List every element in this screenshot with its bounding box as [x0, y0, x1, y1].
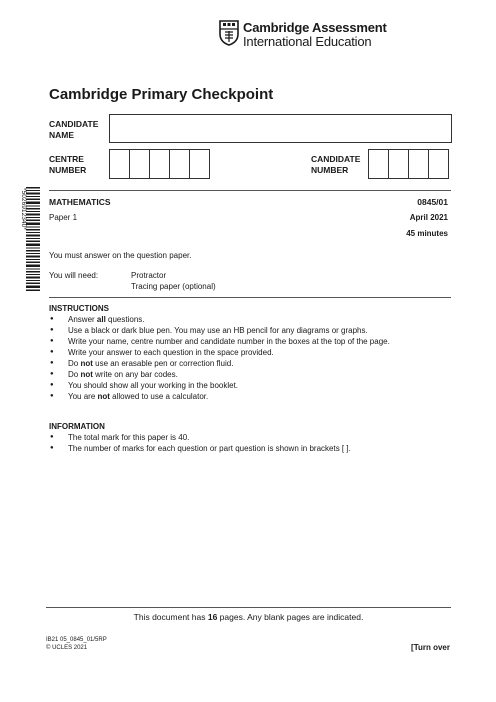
- page-count: 16: [207, 612, 218, 622]
- candidate-number-cell[interactable]: [388, 149, 409, 179]
- centre-number-cell[interactable]: [189, 149, 210, 179]
- candidate-name-label-line2: NAME: [49, 130, 75, 140]
- information-heading: INFORMATION: [49, 422, 105, 431]
- page-count-post: pages. Any blank pages are indicated.: [217, 612, 364, 622]
- list-item: ● Write your name, centre number and candidate number in the boxes at the top of the page.: [49, 336, 390, 347]
- exam-duration: 45 minutes: [406, 229, 448, 238]
- list-item: ● You are not allowed to use a calculator.: [49, 391, 390, 402]
- logo-line-1: Cambridge Assessment: [243, 20, 387, 35]
- candidate-number-label-line2: NUMBER: [311, 165, 349, 175]
- centre-number-cell[interactable]: [109, 149, 130, 179]
- centre-number-field[interactable]: [109, 149, 209, 179]
- centre-number-label-line2: NUMBER: [49, 165, 87, 175]
- candidate-number-cell[interactable]: [368, 149, 389, 179]
- list-item: ● Answer all questions.: [49, 314, 390, 325]
- centre-number-label-line1: CENTRE: [49, 154, 84, 164]
- list-item: ● Do not write on any bar codes.: [49, 369, 390, 380]
- candidate-name-label: [49, 119, 98, 141]
- crest-icon: [219, 20, 239, 46]
- instructions-list: [49, 314, 390, 402]
- page-count-pre: This document has: [133, 612, 208, 622]
- candidate-number-cell[interactable]: [428, 149, 449, 179]
- list-item: ● Use a black or dark blue pen. You may use an HB pencil for any diagrams or graphs.: [49, 325, 390, 336]
- turn-over: [Turn over: [411, 643, 450, 652]
- need-label: You will need:: [49, 271, 99, 280]
- divider: [49, 190, 451, 191]
- exam-date: April 2021: [409, 213, 448, 222]
- answer-note: You must answer on the question paper.: [49, 251, 192, 260]
- paper-code: 0845/01: [417, 197, 448, 207]
- page-count-note: [46, 612, 451, 623]
- centre-number-label: [49, 154, 86, 176]
- list-item: ● The total mark for this paper is 40.: [49, 432, 351, 443]
- cambridge-logo: [219, 20, 387, 49]
- instructions-heading: INSTRUCTIONS: [49, 304, 109, 313]
- candidate-number-field[interactable]: [368, 149, 448, 179]
- need-item: Tracing paper (optional): [131, 282, 216, 291]
- barcode-text: *5026912340*: [20, 188, 27, 230]
- list-item: ● You should show all your working in the booklet.: [49, 380, 390, 391]
- divider: [49, 297, 451, 298]
- list-item: ● Write your answer to each question in the space provided.: [49, 347, 390, 358]
- candidate-name-label-line1: CANDIDATE: [49, 119, 99, 129]
- centre-number-cell[interactable]: [129, 149, 150, 179]
- logo-line-2: International Education: [243, 34, 372, 49]
- divider: [46, 607, 451, 608]
- need-item: Protractor: [131, 271, 167, 280]
- page-title: Cambridge Primary Checkpoint: [49, 86, 274, 103]
- candidate-number-cell[interactable]: [408, 149, 429, 179]
- subject: MATHEMATICS: [49, 197, 111, 207]
- barcode: [16, 187, 40, 292]
- information-list: [49, 432, 351, 454]
- list-item: ● Do not use an erasable pen or correction fluid.: [49, 358, 390, 369]
- centre-number-cell[interactable]: [149, 149, 170, 179]
- reference-code: IB21 05_0845_01/5RP: [46, 637, 107, 643]
- list-item: ● The number of marks for each question or part question is shown in brackets [ ].: [49, 443, 351, 454]
- paper-number: Paper 1: [49, 213, 78, 222]
- centre-number-cell[interactable]: [169, 149, 190, 179]
- candidate-number-label: [311, 154, 360, 176]
- candidate-number-label-line1: CANDIDATE: [311, 154, 361, 164]
- candidate-name-field[interactable]: [109, 114, 452, 143]
- copyright: © UCLES 2021: [46, 645, 88, 651]
